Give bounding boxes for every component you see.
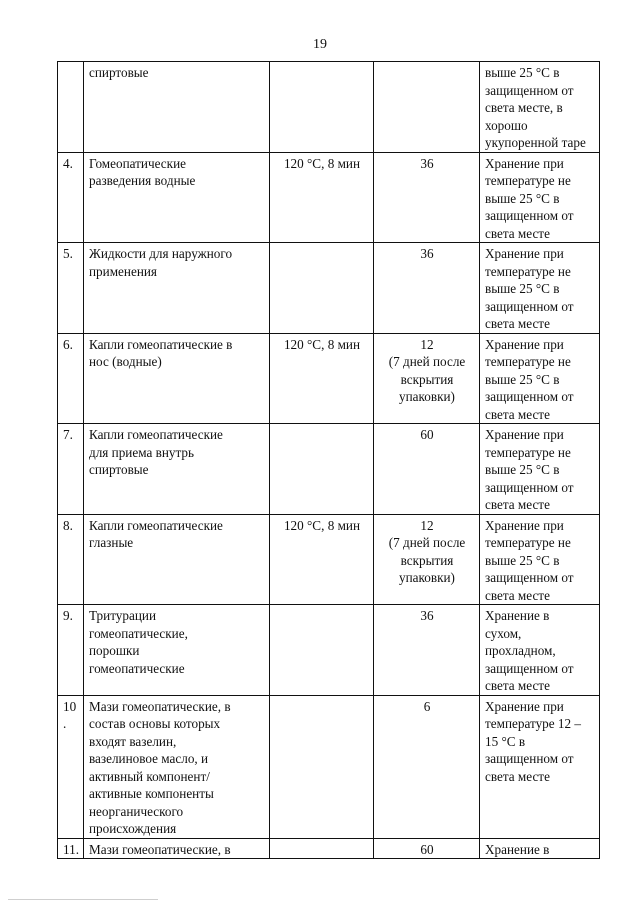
- shelf-life-cell: 6: [374, 695, 480, 838]
- preparation-name-cell: Мази гомеопатические, в состав основы которых входят вазелин, вазелиновое масло, и активный компонент/ активные компоненты неорганического происхождения: [84, 695, 270, 838]
- storage-conditions-cell: Хранение при температуре не выше 25 °С в защищенном от света месте: [480, 333, 600, 424]
- storage-conditions-cell: Хранение при температуре не выше 25 °С в защищенном от света месте: [480, 424, 600, 515]
- sterilization-mode-cell: [270, 243, 374, 334]
- table-row: [58, 424, 600, 515]
- sterilization-mode-cell: 120 °С, 8 мин: [270, 333, 374, 424]
- row-number-cell: 5.: [58, 243, 84, 334]
- shelf-life-cell: 12 (7 дней после вскрытия упаковки): [374, 333, 480, 424]
- shelf-life-cell: [374, 62, 480, 153]
- sterilization-mode-cell: 120 °С, 8 мин: [270, 514, 374, 605]
- storage-conditions-cell: Хранение в сухом, прохладном, защищенном от света месте: [480, 605, 600, 696]
- storage-conditions-cell: Хранение в: [480, 838, 600, 859]
- shelf-life-cell: 36: [374, 243, 480, 334]
- sterilization-mode-cell: [270, 62, 374, 153]
- shelf-life-cell: 60: [374, 838, 480, 859]
- preparation-name-cell: Капли гомеопатические для приема внутрь спиртовые: [84, 424, 270, 515]
- storage-conditions-cell: Хранение при температуре 12 – 15 °С в защищенном от света месте: [480, 695, 600, 838]
- preparation-name-cell: Капли гомеопатические глазные: [84, 514, 270, 605]
- table-row: [58, 514, 600, 605]
- preparation-name-cell: спиртовые: [84, 62, 270, 153]
- shelf-life-cell: 36: [374, 152, 480, 243]
- footer-scan-line: [8, 899, 158, 900]
- row-number-cell: 4.: [58, 152, 84, 243]
- row-number-cell: 7.: [58, 424, 84, 515]
- storage-conditions-cell: Хранение при температуре не выше 25 °С в защищенном от света месте: [480, 243, 600, 334]
- sterilization-mode-cell: [270, 838, 374, 859]
- sterilization-mode-cell: [270, 695, 374, 838]
- row-number-cell: 10.: [58, 695, 84, 838]
- row-number-cell: 9.: [58, 605, 84, 696]
- sterilization-mode-cell: [270, 605, 374, 696]
- sterilization-mode-cell: [270, 424, 374, 515]
- preparation-name-cell: Гомеопатические разведения водные: [84, 152, 270, 243]
- sterilization-mode-cell: 120 °С, 8 мин: [270, 152, 374, 243]
- row-number-cell: 11.: [58, 838, 84, 859]
- table-row: [58, 243, 600, 334]
- preparation-name-cell: Жидкости для наружного применения: [84, 243, 270, 334]
- table-row: [58, 152, 600, 243]
- preparation-name-cell: Капли гомеопатические в нос (водные): [84, 333, 270, 424]
- storage-conditions-table: [57, 61, 600, 859]
- storage-conditions-cell: Хранение при температуре не выше 25 °С в защищенном от света месте: [480, 514, 600, 605]
- table-row: [58, 838, 600, 859]
- preparation-name-cell: Мази гомеопатические, в: [84, 838, 270, 859]
- page-number: 19: [313, 37, 327, 52]
- table-row: [58, 695, 600, 838]
- row-number-cell: 6.: [58, 333, 84, 424]
- storage-conditions-cell: выше 25 °С в защищенном от света месте, в хорошо укупоренной таре: [480, 62, 600, 153]
- shelf-life-cell: 12 (7 дней после вскрытия упаковки): [374, 514, 480, 605]
- shelf-life-cell: 60: [374, 424, 480, 515]
- table-body: [58, 62, 600, 859]
- shelf-life-cell: 36: [374, 605, 480, 696]
- storage-conditions-cell: Хранение при температуре не выше 25 °С в защищенном от света месте: [480, 152, 600, 243]
- row-number-cell: 8.: [58, 514, 84, 605]
- preparation-name-cell: Тритурации гомеопатические, порошки гомеопатические: [84, 605, 270, 696]
- table-row: [58, 333, 600, 424]
- row-number-cell: [58, 62, 84, 153]
- table-row: [58, 605, 600, 696]
- table-row: [58, 62, 600, 153]
